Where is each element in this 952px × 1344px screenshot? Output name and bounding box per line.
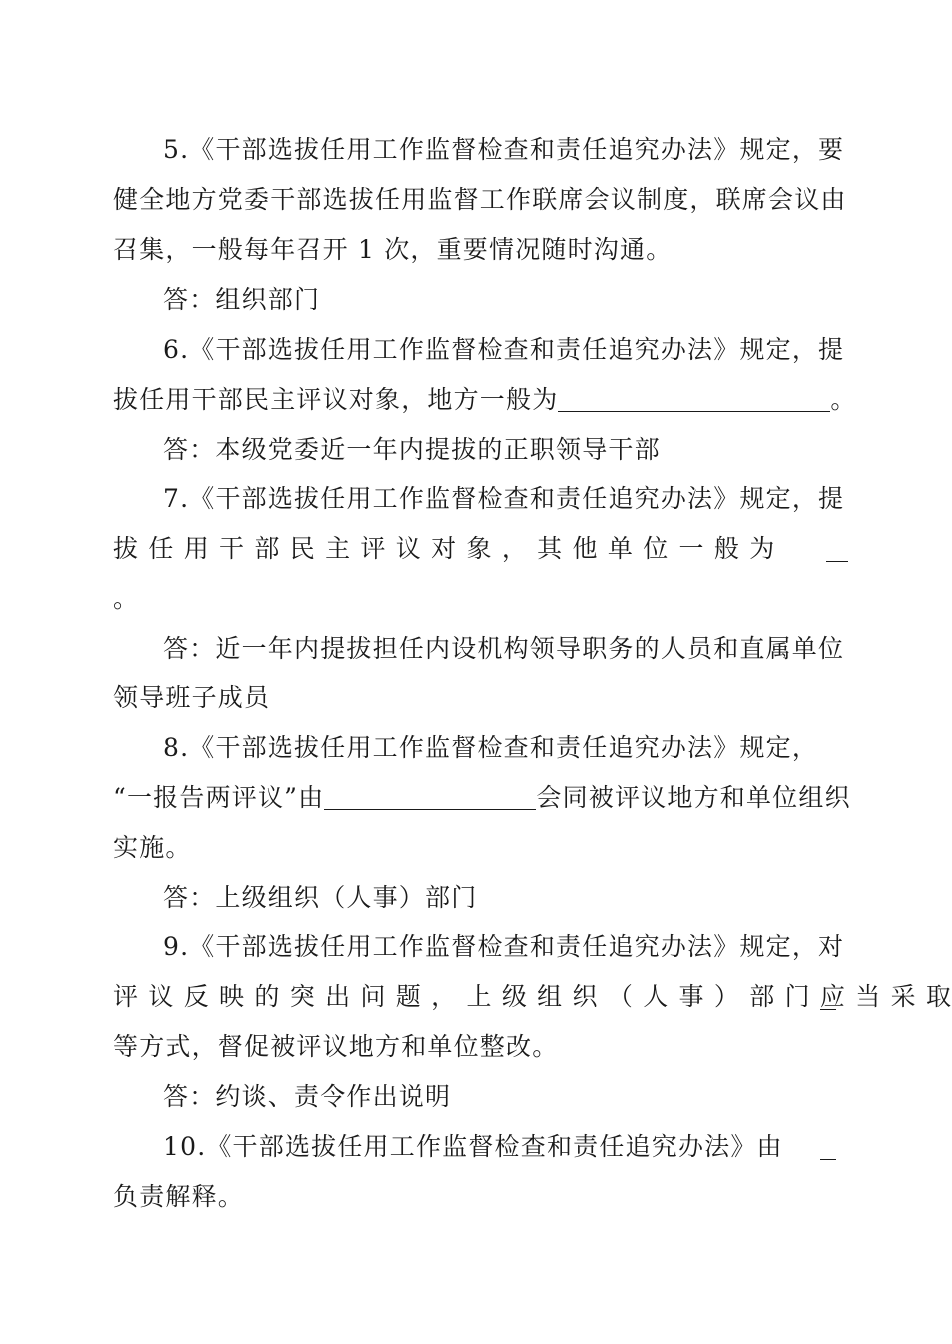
question-7-line-1: 7.《干部选拔任用工作监督检查和责任追究办法》规定，提 bbox=[163, 484, 845, 513]
question-7-text: 拔 任 用 干 部 民 主 评 议 对 象 ， 其 他 单 位 一 般 为 bbox=[113, 534, 776, 563]
question-8-line-2 bbox=[113, 781, 851, 815]
question-5-line-1: 5.《干部选拔任用工作监督检查和责任追究办法》规定，要 bbox=[163, 135, 845, 164]
question-6-text: 拔任用干部民主评议对象，地方一般为 bbox=[113, 385, 559, 414]
answer-7-line-2: 领导班子成员 bbox=[113, 683, 271, 712]
question-9-line-1: 9.《干部选拔任用工作监督检查和责任追究办法》规定，对 bbox=[163, 932, 845, 961]
answer-blank bbox=[558, 387, 830, 412]
answer-blank bbox=[826, 537, 848, 562]
answer-blank bbox=[820, 985, 836, 1010]
question-5-line-3: 召集，一般每年召开 1 次，重要情况随时沟通。 bbox=[113, 235, 673, 264]
question-9-line-3: 等方式，督促被评议地方和单位整改。 bbox=[113, 1032, 559, 1061]
question-8-line-3: 实施。 bbox=[113, 833, 192, 862]
question-5-line-2: 健全地方党委干部选拔任用监督工作联席会议制度，联席会议由 bbox=[113, 185, 847, 214]
answer-9: 答：约谈、责令作出说明 bbox=[163, 1082, 452, 1111]
question-6-line-1: 6.《干部选拔任用工作监督检查和责任追究办法》规定，提 bbox=[163, 335, 845, 364]
answer-5: 答：组织部门 bbox=[163, 285, 321, 314]
question-7-line-3: 。 bbox=[113, 584, 140, 613]
answer-8: 答：上级组织（人事）部门 bbox=[163, 883, 478, 912]
question-9-line-2: 评 议 反 映 的 突 出 问 题 ， 上 级 组 织 （ 人 事 ） 部 门 应 当 采 取 bbox=[113, 982, 952, 1011]
question-8-text: “一报告两评议”由 bbox=[113, 783, 325, 812]
question-10-line-2: 负责解释。 bbox=[113, 1182, 245, 1211]
question-6-end: 。 bbox=[830, 385, 857, 414]
question-8-line-1: 8.《干部选拔任用工作监督检查和责任追究办法》规定， bbox=[163, 733, 819, 762]
question-6-line-2 bbox=[113, 383, 857, 417]
answer-6: 答：本级党委近一年内提拔的正职领导干部 bbox=[163, 435, 661, 464]
question-7-line-2 bbox=[113, 532, 837, 566]
answer-7-line-1: 答：近一年内提拔担任内设机构领导职务的人员和直属单位 bbox=[163, 634, 845, 663]
question-10-line-1: 10.《干部选拔任用工作监督检查和责任追究办法》由 bbox=[163, 1132, 783, 1161]
answer-blank bbox=[324, 785, 536, 810]
question-8-end: 会同被评议地方和单位组织 bbox=[536, 783, 851, 812]
answer-blank bbox=[820, 1135, 836, 1160]
